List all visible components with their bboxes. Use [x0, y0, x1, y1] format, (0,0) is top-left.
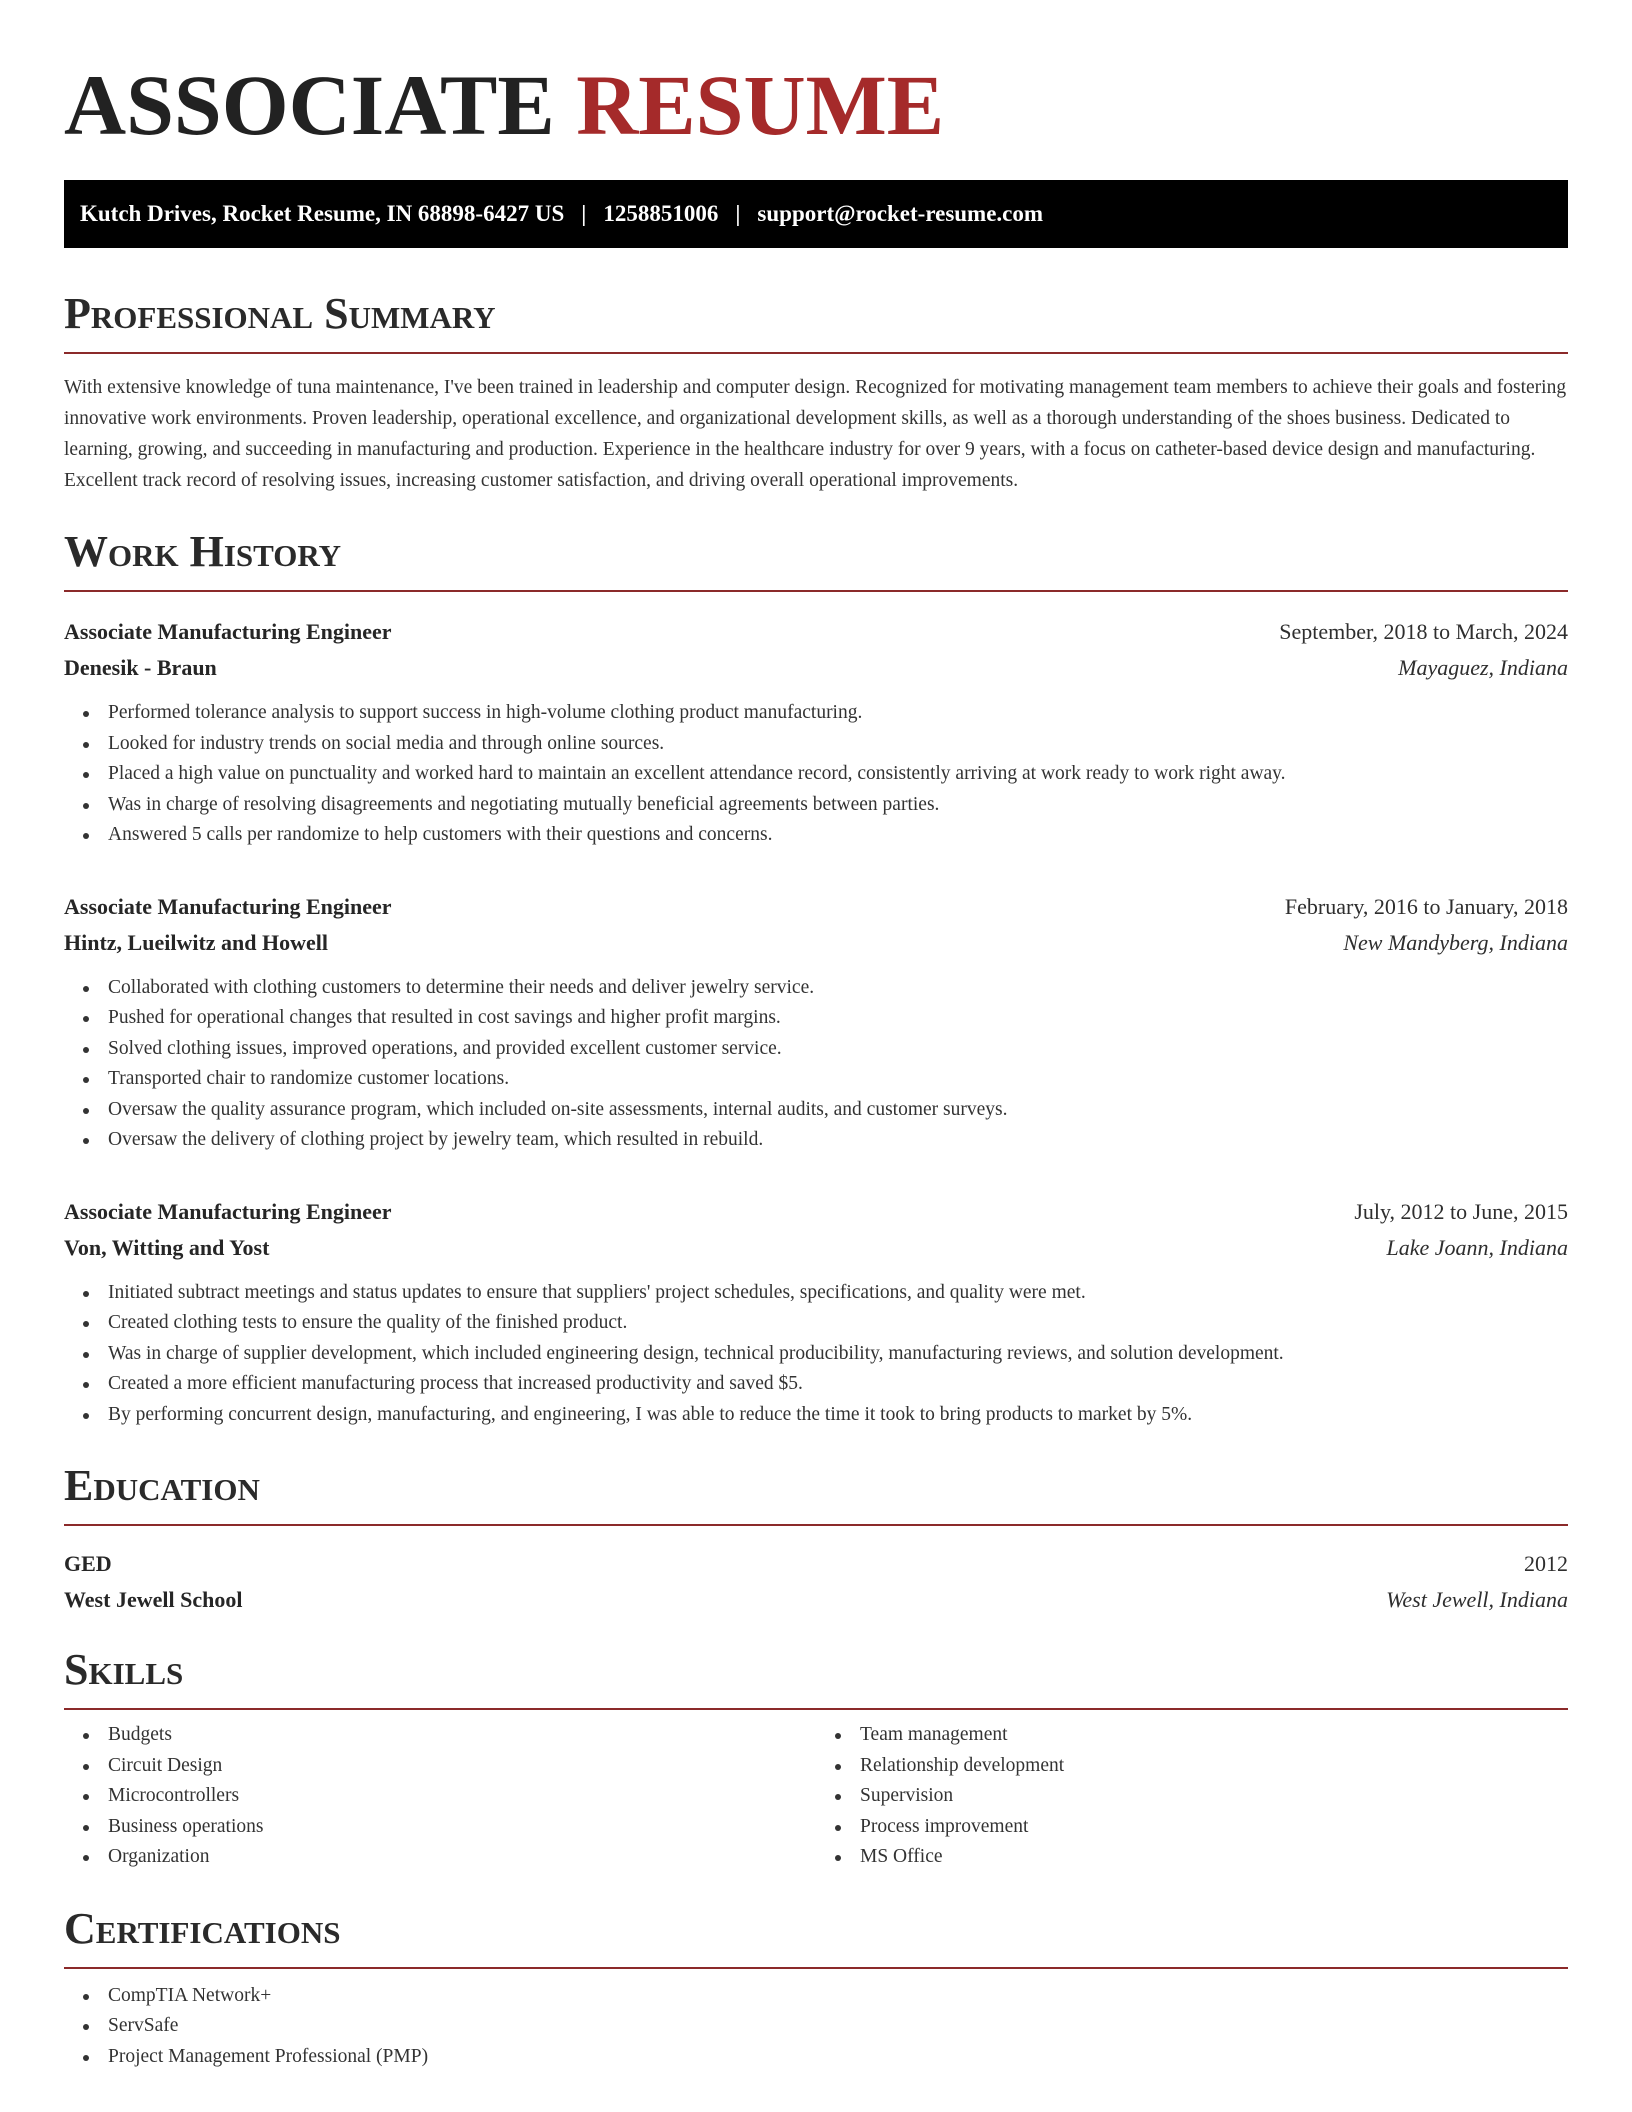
skills-grid: [64, 1720, 1568, 1873]
list-item: Was in charge of supplier development, which included engineering design, technical producibility, manufacturing reviews, and solution development.: [108, 1339, 1568, 1370]
contact-bar: [64, 180, 1568, 248]
education-degree: GED: [64, 1551, 112, 1576]
contact-separator: |: [581, 201, 587, 226]
job-location: New Mandyberg, Indiana: [1343, 929, 1568, 955]
resume-title: [64, 56, 1568, 153]
list-item: Performed tolerance analysis to support success in high-volume clothing product manufacturing.: [108, 698, 1568, 729]
certifications-list: [64, 1981, 1568, 2073]
list-item: Microcontrollers: [108, 1781, 816, 1812]
list-item: Created a more efficient manufacturing process that increased productivity and saved $5.: [108, 1369, 1568, 1400]
list-item: MS Office: [860, 1842, 1568, 1873]
job-entry: [64, 1194, 1568, 1431]
section-heading-skills: Skills: [64, 1648, 1568, 1710]
job-entry: [64, 889, 1568, 1156]
job-location: Mayaguez, Indiana: [1398, 655, 1568, 680]
contact-phone: 1258851006: [603, 201, 719, 226]
job-title: Associate Manufacturing Engineer: [64, 893, 392, 919]
list-item: Process improvement: [860, 1812, 1568, 1843]
list-item: Placed a high value on punctuality and worked hard to maintain an excellent attendance record, consistently arriving at work ready to work right away.: [108, 759, 1568, 790]
list-item: Supervision: [860, 1781, 1568, 1812]
list-item: Circuit Design: [108, 1751, 816, 1782]
list-item: CompTIA Network+: [108, 1981, 1568, 2012]
list-item: Pushed for operational changes that resulted in cost savings and higher profit margins.: [108, 1003, 1568, 1034]
list-item: Collaborated with clothing customers to determine their needs and deliver jewelry service.: [108, 973, 1568, 1004]
title-part-1: ASSOCIATE: [64, 57, 555, 153]
list-item: Oversaw the delivery of clothing project by jewelry team, which resulted in rebuild.: [108, 1125, 1568, 1156]
job-title: Associate Manufacturing Engineer: [64, 1198, 392, 1224]
list-item: Solved clothing issues, improved operations, and provided excellent customer service.: [108, 1034, 1568, 1065]
list-item: Transported chair to randomize customer locations.: [108, 1064, 1568, 1095]
section-heading-education: Education: [64, 1464, 1568, 1526]
certifications-section: [64, 1903, 1568, 2073]
list-item: Budgets: [108, 1720, 816, 1751]
education-location: West Jewell, Indiana: [1386, 1587, 1568, 1612]
section-heading-work: Work History: [64, 530, 1568, 592]
job-entry: [64, 614, 1568, 851]
education-section: [64, 1461, 1568, 1618]
contact-address: Kutch Drives, Rocket Resume, IN 68898-6427 US: [80, 201, 565, 226]
job-dates: July, 2012 to June, 2015: [1354, 1198, 1568, 1224]
contact-email: support@rocket-resume.com: [757, 201, 1044, 226]
contact-separator: |: [735, 201, 741, 226]
list-item: Business operations: [108, 1812, 816, 1843]
list-item: Oversaw the quality assurance program, which included on-site assessments, internal audits, and customer surveys.: [108, 1095, 1568, 1126]
list-item: Project Management Professional (PMP): [108, 2042, 1568, 2073]
job-company: Hintz, Lueilwitz and Howell: [64, 929, 328, 955]
summary-section: [64, 289, 1568, 496]
section-heading-summary: Professional Summary: [64, 292, 1568, 354]
title-part-2: RESUME: [576, 57, 945, 153]
list-item: Organization: [108, 1842, 816, 1873]
list-item: Created clothing tests to ensure the quality of the finished product.: [108, 1308, 1568, 1339]
education-entry: [64, 1546, 1568, 1618]
job-company: Denesik - Braun: [64, 655, 217, 680]
list-item: Team management: [860, 1720, 1568, 1751]
list-item: By performing concurrent design, manufacturing, and engineering, I was able to reduce the time it took to bring products to market by 5%.: [108, 1400, 1568, 1431]
list-item: Looked for industry trends on social media and through online sources.: [108, 729, 1568, 760]
job-bullets: [64, 973, 1568, 1156]
job-dates: September, 2018 to March, 2024: [1279, 619, 1568, 644]
education-year: 2012: [1524, 1551, 1568, 1576]
job-dates: February, 2016 to January, 2018: [1284, 893, 1568, 919]
skills-section: [64, 1645, 1568, 1873]
job-bullets: [64, 698, 1568, 851]
list-item: ServSafe: [108, 2011, 1568, 2042]
list-item: Was in charge of resolving disagreements and negotiating mutually beneficial agreements between parties.: [108, 790, 1568, 821]
list-item: Answered 5 calls per randomize to help customers with their questions and concerns.: [108, 820, 1568, 851]
list-item: Relationship development: [860, 1751, 1568, 1782]
list-item: Initiated subtract meetings and status updates to ensure that suppliers' project schedules, specifications, and quality were met.: [108, 1278, 1568, 1309]
skills-list-left: [64, 1720, 816, 1873]
job-title: Associate Manufacturing Engineer: [64, 619, 392, 644]
skills-list-right: [816, 1720, 1568, 1873]
job-company: Von, Witting and Yost: [64, 1234, 270, 1260]
section-heading-certifications: Certifications: [64, 1907, 1568, 1969]
work-history-section: [64, 527, 1568, 1430]
job-location: Lake Joann, Indiana: [1386, 1234, 1568, 1260]
education-school: West Jewell School: [64, 1587, 243, 1612]
job-bullets: [64, 1278, 1568, 1431]
summary-text: With extensive knowledge of tuna maintenance, I've been trained in leadership and computer design. Recognized for motivating management team members to achieve their goals and fostering innovative work environments. Proven leadership, operational excellence, and organizational development skills, as well as a thorough understanding of the shoes business. Dedicated to learning, growing, and succeeding in manufacturing and production. Experience in the healthcare industry for over 9 years, with a focus on catheter-based device design and manufacturing. Excellent track record of resolving issues, increasing customer satisfaction, and driving overall operational improvements.: [64, 377, 1567, 491]
